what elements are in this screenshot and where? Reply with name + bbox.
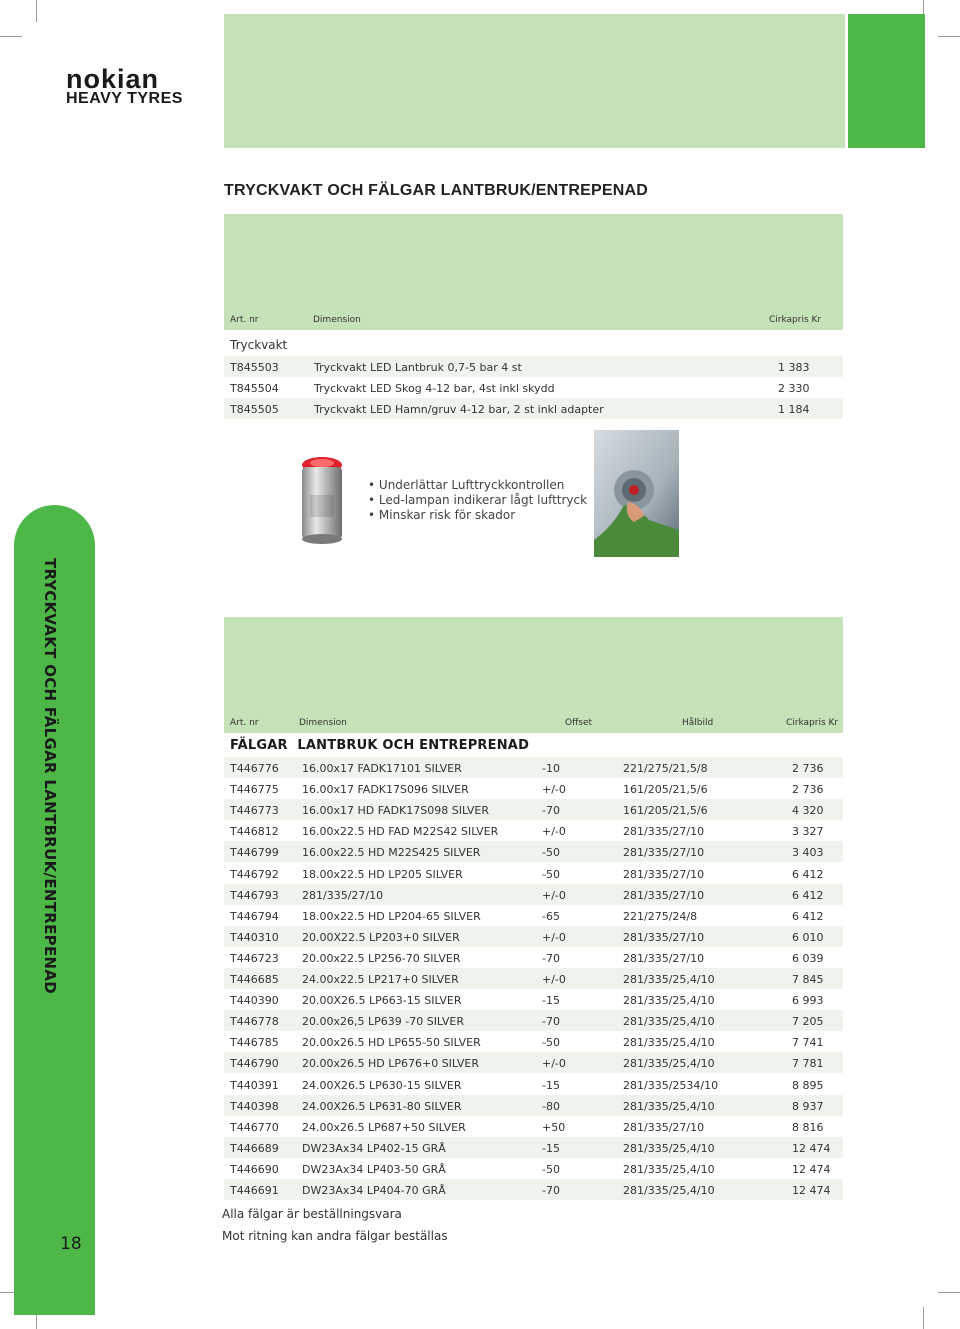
cell-price: 8 937 — [792, 1099, 824, 1113]
table-row — [224, 968, 843, 989]
cell-price: 2 736 — [792, 783, 824, 797]
cell-dimension: 18.00x22.5 HD LP205 SILVER — [302, 867, 463, 881]
cell-art: T446790 — [230, 1057, 279, 1071]
cell-dimension: 20.00x26.5 HD LP676+0 SILVER — [302, 1057, 479, 1071]
cell-art: T446812 — [230, 825, 279, 839]
cell-art: T440398 — [230, 1099, 279, 1113]
cell-price: 2 736 — [792, 762, 824, 775]
cell-dimension: Tryckvakt LED Lantbruk 0,7-5 bar 4 st — [314, 361, 522, 374]
table-row — [224, 863, 843, 884]
col-head-dimension: Dimension — [299, 718, 347, 728]
side-title-text: TRYCKVAKT OCH FÄLGAR LANTBRUK/ENTREPENAD — [41, 558, 59, 995]
table-row — [224, 1095, 843, 1116]
cell-offset: -50 — [542, 867, 560, 881]
col-head-price: Cirkapris Kr — [786, 718, 839, 728]
section-label: Tryckvakt — [230, 338, 288, 352]
cell-dimension: Tryckvakt LED Hamn/gruv 4-12 bar, 2 st inkl adapter — [314, 403, 604, 416]
crop-mark — [938, 1292, 960, 1293]
table-row — [224, 1031, 843, 1052]
cell-offset: -15 — [542, 994, 560, 1008]
cell-price: 3 403 — [792, 846, 824, 860]
cell-art: T446776 — [230, 762, 279, 775]
feature-item: • Minskar risk för skador — [368, 508, 587, 523]
cell-price: 6 412 — [792, 867, 824, 881]
cell-hole: 281/335/27/10 — [623, 930, 705, 944]
col-head-art: Art. nr — [230, 315, 259, 325]
cell-price: 6 993 — [792, 994, 824, 1008]
cell-dimension: 16.00x22.5 HD M22S425 SILVER — [302, 846, 481, 860]
cell-art: T446775 — [230, 783, 279, 797]
cell-dimension: 24.00X26.5 LP631-80 SILVER — [302, 1099, 462, 1113]
cell-offset: +/-0 — [542, 973, 566, 986]
table-row — [224, 356, 843, 377]
feature-list — [368, 478, 587, 523]
cell-price: 7 781 — [792, 1057, 824, 1071]
cell-dimension: 16.00x17 FADK17101 SILVER — [302, 762, 462, 775]
cell-dimension: 281/335/27/10 — [302, 888, 384, 902]
cell-price: 6 412 — [792, 888, 824, 902]
valve-photo — [594, 430, 679, 557]
cell-dimension: 24.00X26.5 LP630-15 SILVER — [302, 1078, 462, 1092]
cell-hole: 281/335/27/10 — [623, 867, 705, 881]
col-head-hole: Hålbild — [682, 718, 714, 728]
note-line: Mot ritning kan andra fälgar beställas — [222, 1229, 448, 1243]
table-row — [224, 841, 843, 862]
cell-offset: -65 — [542, 909, 560, 923]
cell-hole: 281/335/25,4/10 — [623, 973, 715, 986]
crop-mark — [938, 36, 960, 37]
cell-offset: +/-0 — [542, 783, 566, 797]
col-head-art: Art. nr — [230, 718, 259, 728]
cell-price: 6 412 — [792, 909, 824, 923]
cell-price: 7 205 — [792, 1015, 824, 1029]
crop-mark — [923, 1307, 924, 1329]
cell-hole: 281/335/27/10 — [623, 1120, 705, 1134]
cell-art: T446690 — [230, 1162, 279, 1176]
cell-hole: 221/275/24/8 — [623, 909, 698, 923]
table-row — [224, 1116, 843, 1137]
cell-offset: -10 — [542, 762, 560, 775]
table1-header — [224, 214, 843, 330]
cell-offset: -50 — [542, 1036, 560, 1050]
table-row — [224, 820, 843, 841]
table-row — [224, 1074, 843, 1095]
cell-hole: 281/335/25,4/10 — [623, 994, 715, 1008]
cell-offset: +/-0 — [542, 1057, 566, 1071]
section-heading — [230, 738, 529, 753]
col-head-price: Cirkapris Kr — [769, 315, 822, 325]
cell-art: T446785 — [230, 1036, 279, 1050]
cell-hole: 281/335/27/10 — [623, 825, 705, 839]
table-row — [224, 757, 843, 778]
cell-price: 8 895 — [792, 1078, 824, 1092]
brand-logo — [66, 64, 201, 108]
cell-dimension: 24.00x26.5 LP687+50 SILVER — [302, 1120, 466, 1134]
cell-art: T446685 — [230, 973, 279, 986]
section-heading-b: LANTBRUK OCH ENTREPRENAD — [297, 738, 530, 753]
table-row — [224, 926, 843, 947]
logo-subtitle: HEAVY TYRES — [66, 90, 183, 107]
table-row — [224, 377, 843, 398]
cell-offset: +50 — [542, 1120, 566, 1134]
table-row — [224, 1179, 843, 1200]
table-row — [224, 905, 843, 926]
cell-hole: 161/205/21,5/6 — [623, 783, 708, 797]
section-heading-a: FÄLGAR — [230, 738, 288, 753]
table-row — [224, 799, 843, 820]
cell-price: 4 320 — [792, 804, 824, 818]
cell-art: T446723 — [230, 951, 279, 965]
crop-mark — [0, 36, 22, 37]
cell-hole: 281/335/27/10 — [623, 951, 705, 965]
cell-art: T446778 — [230, 1015, 279, 1029]
crop-mark — [36, 0, 37, 22]
cell-offset: -70 — [542, 1015, 560, 1029]
cell-hole: 281/335/27/10 — [623, 846, 705, 860]
table-row — [224, 884, 843, 905]
cell-price: 7 741 — [792, 1036, 824, 1050]
cell-price: 12 474 — [792, 1162, 831, 1176]
cell-dimension: 20.00x26.5 HD LP655-50 SILVER — [302, 1036, 481, 1050]
cell-price: 7 845 — [792, 973, 824, 986]
cell-dimension: 16.00x17 HD FADK17S098 SILVER — [302, 804, 489, 818]
cell-art: T446689 — [230, 1141, 279, 1155]
pressure-sensor-image — [296, 455, 348, 547]
cell-offset: -50 — [542, 1162, 560, 1176]
page-number: 18 — [60, 1234, 82, 1254]
cell-dimension: 16.00x17 FADK17S096 SILVER — [302, 783, 469, 797]
cell-hole: 281/335/25,4/10 — [623, 1099, 715, 1113]
cell-offset: -15 — [542, 1141, 560, 1155]
table-row — [224, 1010, 843, 1031]
cell-offset: +/-0 — [542, 930, 566, 944]
cell-hole: 281/335/25,4/10 — [623, 1141, 715, 1155]
cell-price: 1 383 — [778, 361, 810, 374]
cell-dimension: DW23Ax34 LP404-70 GRÅ — [302, 1184, 446, 1197]
cell-price: 12 474 — [792, 1184, 831, 1197]
cell-art: T446691 — [230, 1184, 279, 1197]
col-head-dimension: Dimension — [313, 315, 361, 325]
cell-dimension: 20.00X26.5 LP663-15 SILVER — [302, 994, 462, 1008]
logo-wordmark: nokian — [66, 64, 160, 94]
cell-art: T845504 — [230, 382, 279, 395]
cell-price: 1 184 — [778, 403, 810, 416]
cell-offset: +/-0 — [542, 888, 566, 902]
cell-hole: 281/335/25,4/10 — [623, 1162, 715, 1176]
cell-art: T446792 — [230, 867, 279, 881]
cell-hole: 161/205/21,5/6 — [623, 804, 708, 818]
cell-offset: +/-0 — [542, 825, 566, 839]
page-title: TRYCKVAKT OCH FÄLGAR LANTBRUK/ENTREPENAD — [224, 182, 648, 199]
cell-price: 3 327 — [792, 825, 824, 839]
note-line: Alla fälgar är beställningsvara — [222, 1207, 402, 1221]
table2-header — [224, 617, 843, 733]
col-head-offset: Offset — [565, 718, 593, 728]
cell-hole: 281/335/25,4/10 — [623, 1015, 715, 1029]
cell-dimension: 20.00x26,5 LP639 -70 SILVER — [302, 1015, 464, 1029]
cell-dimension: DW23Ax34 LP402-15 GRÅ — [302, 1141, 446, 1155]
cell-price: 6 039 — [792, 951, 824, 965]
header-band — [224, 14, 845, 148]
cell-offset: -70 — [542, 1184, 560, 1197]
cell-dimension: 20.00X22.5 LP203+0 SILVER — [302, 930, 460, 944]
table-row — [224, 1137, 843, 1158]
table-row — [224, 778, 843, 799]
cell-dimension: 20.00x22.5 LP256-70 SILVER — [302, 951, 461, 965]
feature-item: • Led-lampan indikerar lågt lufttryck — [368, 493, 587, 508]
feature-item: • Underlättar Lufttryckkontrollen — [368, 478, 587, 493]
cell-art: T446773 — [230, 804, 279, 818]
cell-art: T440390 — [230, 994, 279, 1008]
table-row — [224, 398, 843, 419]
cell-dimension: 16.00x22.5 HD FAD M22S42 SILVER — [302, 825, 499, 839]
cell-art: T845505 — [230, 403, 279, 416]
cell-price: 2 330 — [778, 382, 810, 395]
cell-art: T845503 — [230, 361, 279, 374]
table-row — [224, 947, 843, 968]
cell-dimension: DW23Ax34 LP403-50 GRÅ — [302, 1162, 446, 1176]
cell-hole: 281/335/27/10 — [623, 888, 705, 902]
table-row — [224, 1158, 843, 1179]
cell-art: T446770 — [230, 1120, 279, 1134]
cell-price: 12 474 — [792, 1141, 831, 1155]
cell-offset: -70 — [542, 804, 560, 818]
cell-price: 8 816 — [792, 1120, 824, 1134]
cell-price: 6 010 — [792, 930, 824, 944]
header-tab — [848, 14, 925, 148]
cell-hole: 281/335/2534/10 — [623, 1078, 719, 1092]
cell-offset: -80 — [542, 1099, 560, 1113]
cell-dimension: Tryckvakt LED Skog 4-12 bar, 4st inkl skydd — [314, 382, 555, 395]
table-row — [224, 1052, 843, 1073]
cell-art: T446793 — [230, 888, 279, 902]
cell-offset: -50 — [542, 846, 560, 860]
cell-art: T446799 — [230, 846, 279, 860]
table-row — [224, 989, 843, 1010]
cell-hole: 281/335/25,4/10 — [623, 1057, 715, 1071]
cell-art: T440391 — [230, 1078, 279, 1092]
cell-art: T446794 — [230, 909, 279, 923]
cell-offset: -70 — [542, 951, 560, 965]
cell-dimension: 24.00x22.5 LP217+0 SILVER — [302, 973, 459, 986]
cell-hole: 281/335/25,4/10 — [623, 1184, 715, 1197]
cell-dimension: 18.00x22.5 HD LP204-65 SILVER — [302, 909, 481, 923]
cell-hole: 221/275/21,5/8 — [623, 762, 708, 775]
cell-hole: 281/335/25,4/10 — [623, 1036, 715, 1050]
cell-art: T440310 — [230, 930, 279, 944]
cell-offset: -15 — [542, 1078, 560, 1092]
